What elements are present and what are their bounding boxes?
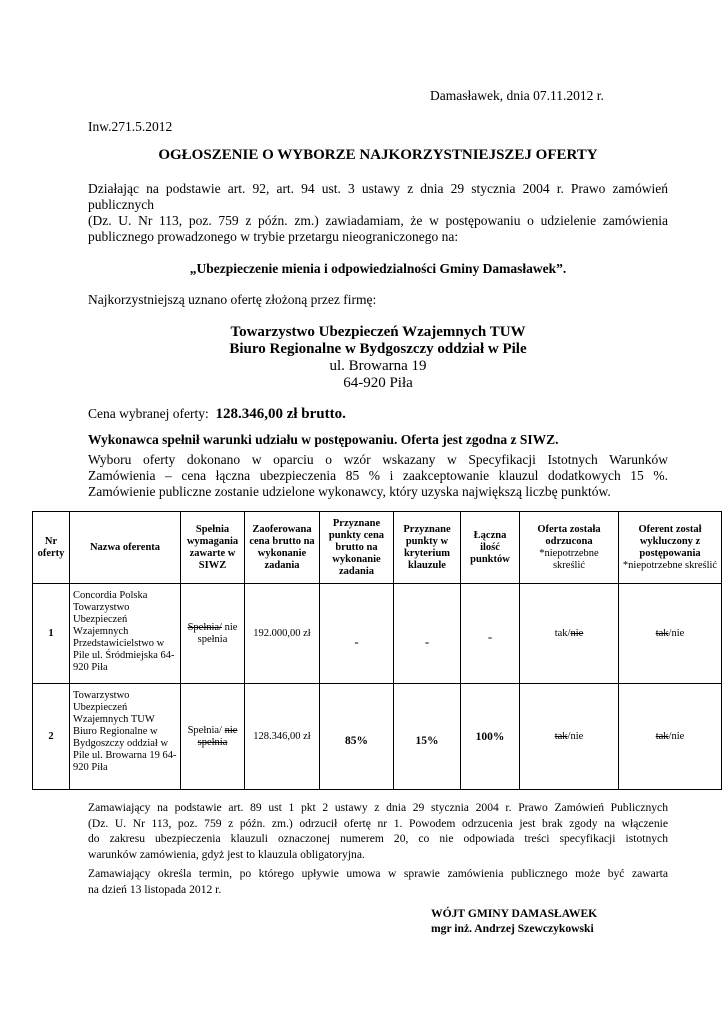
rejection-line-3: do zakresu ubezpieczenia klauzuli oznaczonej numerem 20, co nie odpowiada treści specyfikacji istotnych — [88, 832, 668, 845]
row2-meets-plain: Spełnia/ — [187, 724, 222, 736]
row1-points-price: - — [320, 584, 394, 684]
row1-meets — [181, 584, 245, 684]
winner-city: 64-920 Piła — [343, 375, 413, 391]
winner-branch: Biuro Regionalne w Bydgoszczy oddział w Pile — [229, 341, 527, 357]
order-subject: „Ubezpieczenie mienia i odpowiedzialności Gminy Damasławek”. — [189, 261, 567, 276]
selection-line-3: Zamówienie publiczne zostanie udzielone wykonawcy, który uzyska największą liczbę punktów. — [88, 484, 611, 499]
signature-name: mgr inż. Andrzej Szewczykowski — [431, 922, 594, 935]
winner-name: Towarzystwo Ubezpieczeń Wzajemnych TUW — [230, 324, 526, 340]
deadline-line-1: Zamawiający określa termin, po którego upływie umowa w sprawie zamówienia publicznego może być zawarta — [88, 867, 668, 880]
header-name: Nazwa oferenta — [70, 512, 181, 584]
row2-price: 128.346,00 zł — [245, 684, 320, 790]
rejection-line-1: Zamawiający na podstawie art. 89 ust 1 pkt 2 ustawy z dnia 29 stycznia 2004 r. Prawo Zamówień Publicznych — [88, 801, 668, 814]
header-excluded — [619, 512, 722, 584]
rejection-line-2: (Dz. U. Nr 113, poz. 759 z późn. zm.) odrzucił ofertę nr 1. Powodem odrzucenia jest brak zgody na włączenie — [88, 816, 668, 830]
row2-points-clauses: 15% — [394, 684, 461, 790]
price-label: Cena wybranej oferty: — [88, 406, 209, 421]
row2-rejected-plain: /nie — [567, 730, 584, 742]
row1-rejected — [520, 584, 619, 684]
table-row — [33, 684, 722, 790]
row1-points-clauses: - — [394, 584, 461, 684]
row2-excluded-struck: tak — [655, 730, 669, 742]
offers-table — [32, 511, 722, 790]
deadline-line-2: na dzień 13 listopada 2012 r. — [88, 882, 222, 896]
header-meets: Spełnia wymagania zawarte w SIWZ — [181, 512, 245, 584]
price-line — [88, 406, 346, 422]
row2-name: Towarzystwo Ubezpieczeń Wzajemnych TUW Biuro Regionalne w Bydgoszczy oddział w Pile ul. Browarna 19 64-920 Piła — [70, 684, 181, 790]
selection-line-2: Zamówienia – cena łączna ubezpieczenia 85 % i zaakceptowanie klauzul dodatkowych 15 %. — [88, 468, 668, 483]
signature-block — [431, 906, 597, 936]
document-title: OGŁOSZENIE O WYBORZE NAJKORZYSTNIEJSZEJ OFERTY — [158, 147, 598, 163]
row2-points-price: 85% — [320, 684, 394, 790]
intro-line-4: publicznego prowadzonego w trybie przetargu nieograniczonego na: — [88, 229, 459, 244]
row1-name: Concordia Polska Towarzystwo Ubezpieczeń Wzajemnych Przedstawicielstwo w Pile ul. Śródmiejska 64-920 Piła — [70, 584, 181, 684]
selection-line-1: Wyboru oferty dokonano w oparciu o wzór wskazany w Specyfikacji Istotnych Warunków — [88, 452, 668, 467]
signature-title: WÓJT GMINY DAMASŁAWEK — [431, 907, 598, 920]
rejection-line-4: warunków zamówienia, gdyż jest to klauzula obligatoryjna. — [88, 847, 365, 861]
deadline-paragraph — [88, 866, 668, 897]
header-excluded-label: Oferent został wykluczony z postępowania — [638, 523, 702, 559]
row1-rejected-plain: tak/ — [554, 627, 571, 639]
header-total: Łączna ilość punktów — [461, 512, 520, 584]
reference-number: Inw.271.5.2012 — [88, 119, 173, 134]
header-nr: Nr oferty — [33, 512, 70, 584]
row1-meets-struck: Spełnia/ — [187, 621, 222, 633]
conditions-statement: Wykonawca spełnił warunki udziału w postępowaniu. Oferta jest zgodna z SIWZ. — [88, 432, 559, 447]
table-row — [33, 584, 722, 684]
row2-excluded-plain: /nie — [668, 730, 685, 742]
row2-meets — [181, 684, 245, 790]
best-offer-intro: Najkorzystniejszą uznano ofertę złożoną przez firmę: — [88, 292, 377, 307]
intro-paragraph — [88, 181, 668, 245]
header-excluded-note: *niepotrzebne skreślić — [622, 559, 718, 571]
price-value: 128.346,00 zł brutto. — [215, 406, 346, 422]
row2-total: 100% — [461, 684, 520, 790]
header-rejected — [520, 512, 619, 584]
row2-nr: 2 — [33, 684, 70, 790]
row2-excluded — [619, 684, 722, 790]
row1-excluded — [619, 584, 722, 684]
header-price: Zaoferowana cena brutto na wykonanie zadania — [245, 512, 320, 584]
header-points-price: Przyznane punkty cena brutto na wykonanie zadania — [320, 512, 394, 584]
intro-line-2: publicznych — [88, 197, 154, 212]
selection-paragraph — [88, 452, 668, 500]
intro-line-3: (Dz. U. Nr 113, poz. 759 z późn. zm.) zawiadamiam, że w postępowaniu o udzielenie zamówienia — [88, 213, 668, 228]
row2-meets-struck: nie spełnia — [197, 724, 238, 748]
header-rejected-label: Oferta została odrzucona — [537, 523, 601, 547]
row1-meets-plain: nie spełnia — [197, 621, 238, 645]
row1-total: - — [461, 584, 520, 684]
rejection-paragraph — [88, 800, 668, 862]
winner-block — [88, 324, 668, 392]
row2-rejected-struck: tak — [554, 730, 568, 742]
row1-nr: 1 — [33, 584, 70, 684]
header-points-clauses: Przyznane punkty w kryterium klauzule — [394, 512, 461, 584]
row1-price: 192.000,00 zł — [245, 584, 320, 684]
row1-excluded-struck: tak — [655, 627, 669, 639]
intro-line-1: Działając na podstawie art. 92, art. 94 ust. 3 ustawy z dnia 29 stycznia 2004 r. Prawo zamówień — [88, 181, 668, 196]
place-date: Damasławek, dnia 07.11.2012 r. — [430, 88, 604, 103]
row1-rejected-struck: nie — [570, 627, 584, 639]
table-header-row — [33, 512, 722, 584]
row1-excluded-plain: /nie — [668, 627, 685, 639]
winner-street: ul. Browarna 19 — [329, 358, 427, 374]
header-rejected-note: *niepotrzebne skreślić — [539, 547, 599, 571]
row2-rejected — [520, 684, 619, 790]
